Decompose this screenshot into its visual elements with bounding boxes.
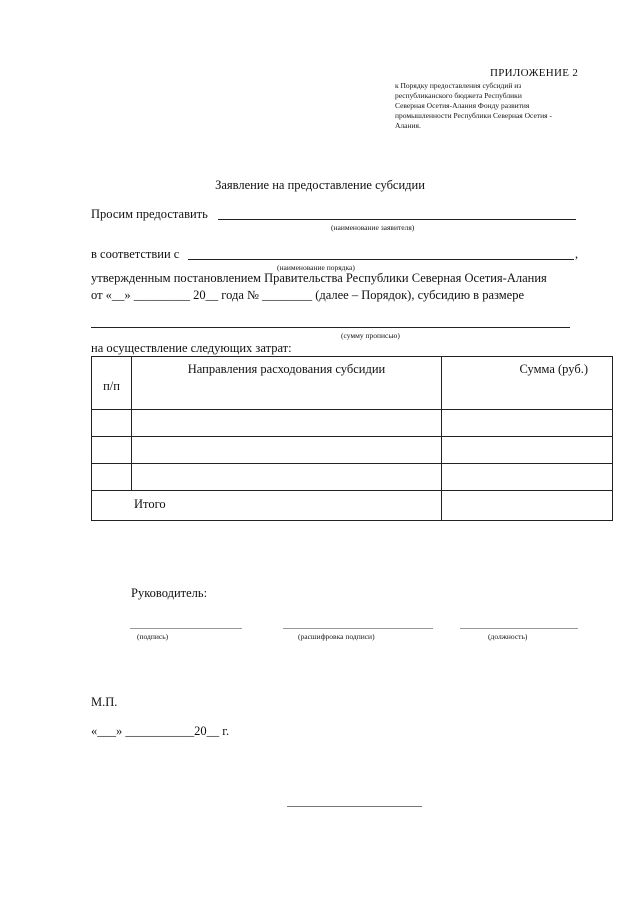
appendix-note bbox=[395, 81, 595, 131]
request-label: Просим предоставить bbox=[91, 207, 208, 221]
date-field[interactable]: «___» ___________20__ г. bbox=[91, 724, 230, 738]
head-label: Руководитель: bbox=[131, 586, 208, 600]
position-hint: (должность) bbox=[488, 632, 528, 641]
bottom-line bbox=[287, 806, 422, 807]
applicant-hint: (наименование заявителя) bbox=[331, 223, 415, 232]
procedure-field[interactable] bbox=[188, 259, 574, 260]
appendix-note-line: к Порядку предоставления субсидий из bbox=[395, 81, 522, 90]
table-row bbox=[92, 437, 613, 464]
header-number-label: п/п bbox=[103, 378, 120, 393]
stamp-label: М.П. bbox=[91, 695, 118, 709]
appendix-note-line: промышленности Республики Северная Осетия - bbox=[395, 111, 552, 120]
amount-field[interactable] bbox=[91, 327, 570, 328]
document-title: Заявление на предоставление субсидии bbox=[215, 178, 425, 192]
cell-sum[interactable] bbox=[442, 410, 613, 437]
accordance-label: в соответствии с bbox=[91, 247, 180, 261]
cell-direction[interactable] bbox=[132, 437, 442, 464]
position-line[interactable] bbox=[460, 628, 578, 629]
cell-sum[interactable] bbox=[442, 464, 613, 491]
approved-text: утвержденным постановлением Правительства Республики Северная Осетия-Алания bbox=[91, 271, 547, 285]
appendix-note-line: республиканского бюджета Республики bbox=[395, 91, 522, 100]
date-number-line[interactable]: от «__» _________ 20__ года № ________ (далее – Порядок), субсидию в размере bbox=[91, 288, 525, 302]
signature-line[interactable] bbox=[130, 628, 242, 629]
table-row bbox=[92, 410, 613, 437]
amount-hint: (сумму прописью) bbox=[341, 331, 400, 340]
cell-number[interactable] bbox=[92, 437, 132, 464]
costs-label: на осуществление следующих затрат: bbox=[91, 341, 292, 355]
table-row bbox=[92, 464, 613, 491]
table-header-row bbox=[92, 357, 613, 410]
header-direction-label: Направления расходования субсидии bbox=[187, 362, 386, 376]
total-label: Итого bbox=[134, 497, 166, 511]
appendix-title: ПРИЛОЖЕНИЕ 2 bbox=[490, 67, 579, 79]
costs-table bbox=[91, 356, 613, 521]
cell-number[interactable] bbox=[92, 464, 132, 491]
signature-decoding-hint: (расшифровка подписи) bbox=[298, 632, 375, 641]
table-total-row bbox=[92, 491, 613, 521]
header-sum-label: Сумма (руб.) bbox=[519, 362, 588, 376]
cell-sum[interactable] bbox=[442, 437, 613, 464]
total-label-cell bbox=[92, 491, 442, 521]
procedure-hint: (наименование порядка) bbox=[277, 263, 355, 272]
signature-hint: (подпись) bbox=[137, 632, 169, 641]
appendix-note-line: Северная Осетия-Алания Фонду развития bbox=[395, 101, 530, 110]
appendix-note-line: Алания. bbox=[395, 121, 421, 130]
accordance-comma: , bbox=[575, 247, 579, 261]
total-sum-cell[interactable] bbox=[442, 491, 613, 521]
cell-direction[interactable] bbox=[132, 464, 442, 491]
header-direction bbox=[132, 357, 442, 410]
header-sum bbox=[442, 357, 613, 410]
signature-decoding-line[interactable] bbox=[283, 628, 433, 629]
applicant-field[interactable] bbox=[218, 219, 576, 220]
header-number bbox=[92, 357, 132, 410]
cell-number[interactable] bbox=[92, 410, 132, 437]
cell-direction[interactable] bbox=[132, 410, 442, 437]
